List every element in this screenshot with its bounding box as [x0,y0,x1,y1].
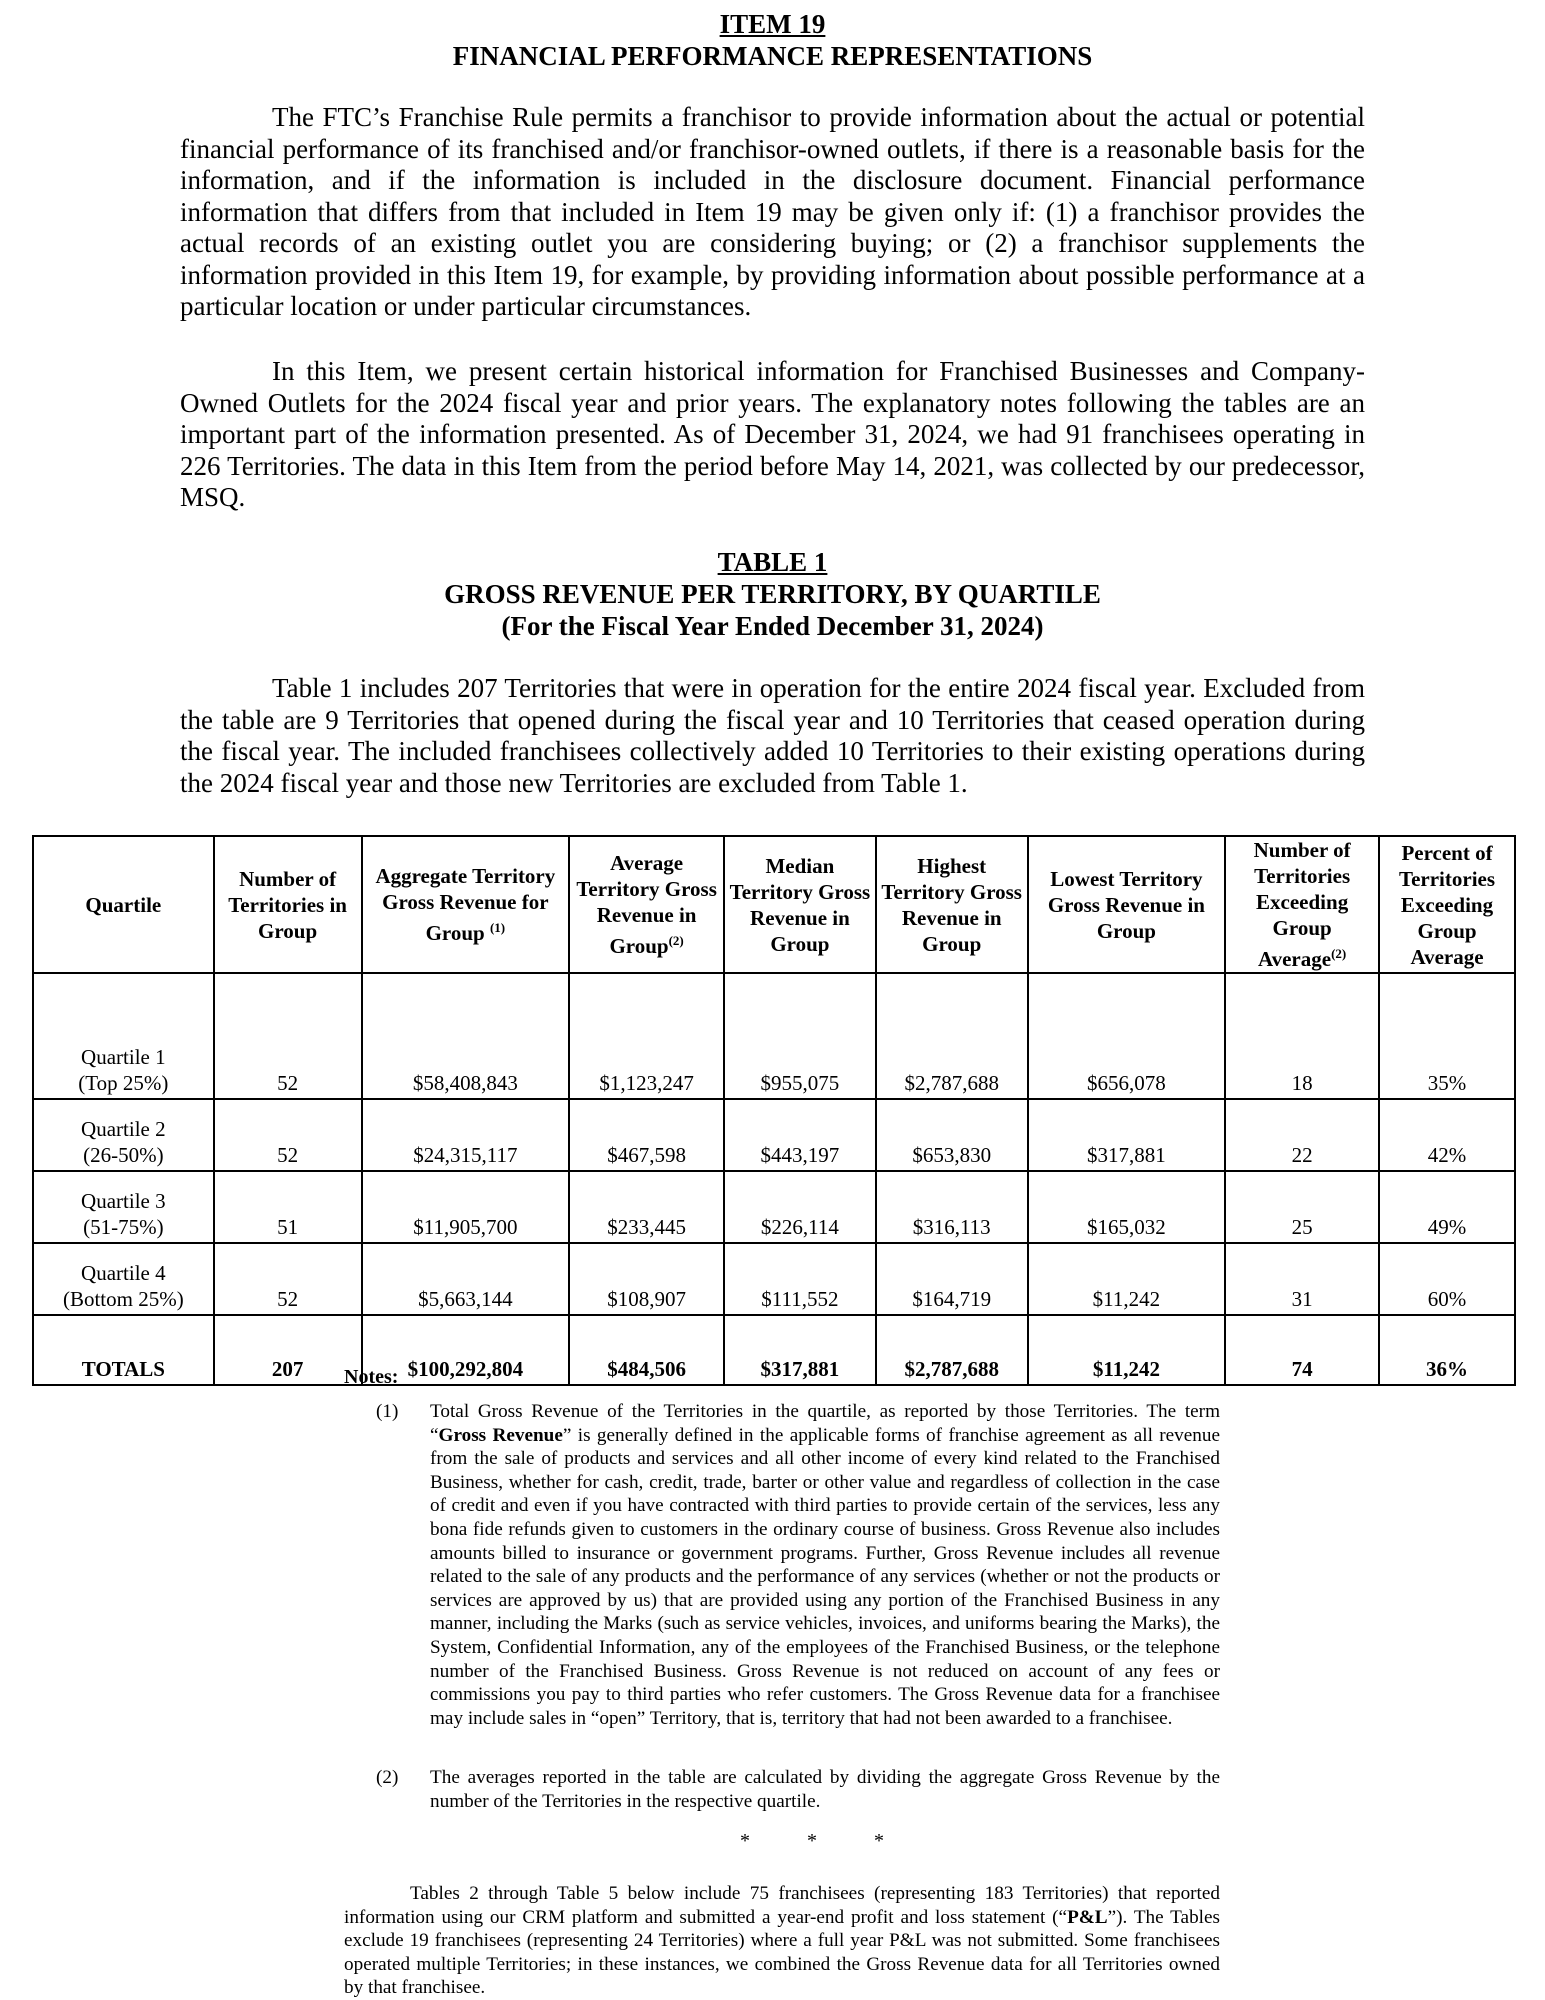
gross-revenue-table [32,835,1516,1386]
lowest-cell: $11,242 [1028,1243,1226,1315]
total-median: $317,881 [724,1315,876,1385]
aggregate-cell: $24,315,117 [362,1099,570,1171]
total-lowest: $11,242 [1028,1315,1226,1385]
percent-cell: 35% [1379,973,1515,1099]
note-1 [376,1400,1220,1730]
header-aggregate: Aggregate Territory Gross Revenue for Group $^{(1)}$ [362,836,570,973]
section-separator: * * * [740,1830,910,1852]
highest-cell: $316,113 [876,1171,1028,1243]
median-cell: $226,114 [724,1171,876,1243]
note-2-number: (2) [376,1767,399,1788]
average-cell: $1,123,247 [569,973,724,1099]
intro-paragraph-1: The FTC’s Franchise Rule permits a franchisor to provide information about the actual or potential financial performance of its franchised and/or franchisor-owned outlets, if there is a reasonable basis for the information, and if the information is included in the disclosure document. Financial performance information that differs from that included in Item 19 may be given only if: (1) a franchisor provides the actual records of an existing outlet you are considering buying; or (2) a franchisor supplements the information provided in this Item 19, for example, by providing information about possible performance at a particular location or under particular circumstances. [180,102,1365,321]
table-row [33,1171,1515,1243]
header-number: Number of Territories in Group [214,836,362,973]
aggregate-cell: $11,905,700 [362,1171,570,1243]
quartile-cell: Quartile 2 (26-50%) [33,1099,214,1171]
number-cell: 52 [214,1099,362,1171]
total-highest: $2,787,688 [876,1315,1028,1385]
table-header-row [33,836,1515,973]
note-2-text: The averages reported in the table are calculated by dividing the aggregate Gross Revenue by the number of the Territories in the respective quartile. [430,1767,1220,1812]
lowest-cell: $656,078 [1028,973,1226,1099]
highest-cell: $2,787,688 [876,973,1028,1099]
percent-cell: 60% [1379,1243,1515,1315]
table-row [33,1243,1515,1315]
lowest-cell: $165,032 [1028,1171,1226,1243]
table1-title: GROSS REVENUE PER TERRITORY, BY QUARTILE [444,579,1101,609]
total-average: $484,506 [569,1315,724,1385]
note-1-text: Total Gross Revenue of the Territories in the quartile, as reported by those Territories. The term “Gross Revenue” is generally defined in the applicable forms of franchise agreement as all revenue from the sale of products and services and all other income of every kind related to the Franchised Business, whether for cash, credit, trade, barter or other value and regardless of collection in the case of credit and even if you have contracted with third parties to provide certain of the services, less any bona fide refunds given to customers in the ordinary course of business. Gross Revenue also includes amounts billed to insurance or government programs. Further, Gross Revenue includes all revenue related to the sale of any products and the performance of any services (whether or not the products or services are approved by us) that are provided using any portion of the Franchised Business in any manner, including the Marks (such as service vehicles, invoices, and uniforms bearing the Marks), the System, Confidential Information, any of the employees of the Franchised Business, or the telephone number of the Franchised Business. Gross Revenue is not reduced on account of any fees or commissions you pay to third parties who refer customers. The Gross Revenue data for a franchisee may include sales in “open” Territory, that is, territory that had not been awarded to a franchisee. [430,1401,1220,1729]
exceeding-cell: 25 [1225,1171,1379,1243]
average-cell: $233,445 [569,1171,724,1243]
table1-label: TABLE 1 [717,547,828,577]
average-cell: $108,907 [569,1243,724,1315]
median-cell: $443,197 [724,1099,876,1171]
table1-subtitle: (For the Fiscal Year Ended December 31, 2024) [501,611,1044,641]
table-row [33,973,1515,1099]
header-exceeding: Number of Territories Exceeding Group Average$^{(2)}$ [1225,836,1379,973]
lowest-cell: $317,881 [1028,1099,1226,1171]
exceeding-cell: 31 [1225,1243,1379,1315]
totals-label: TOTALS [33,1315,214,1385]
note-1-number: (1) [376,1401,399,1422]
number-cell: 52 [214,1243,362,1315]
header-average: Average Territory Gross Revenue in Group$^{(2)}$ [569,836,724,973]
exceeding-cell: 18 [1225,973,1379,1099]
table-row [33,1099,1515,1171]
closing-paragraph: Tables 2 through Table 5 below include 75 franchisees (representing 183 Territories) that reported information using our CRM platform and submitted a year-end profit and loss statement (“P&L”). The Tables exclude 19 franchisees (representing 24 Territories) where a full year P&L was not submitted. Some franchisees operated multiple Territories; in these instances, we combined the Gross Revenue data for all Territories owned by that franchisee. [344,1883,1220,1999]
number-cell: 52 [214,973,362,1099]
note-2 [376,1766,1220,1813]
header-lowest: Lowest Territory Gross Revenue in Group [1028,836,1226,973]
table1-description: Table 1 includes 207 Territories that were in operation for the entire 2024 fiscal year. Excluded from the table are 9 Territories that opened during the fiscal year and 10 Territories that ceased operation during the fiscal year. The included franchisees collectively added 10 Territories to their existing operations during the 2024 fiscal year and those new Territories are excluded from Table 1. [180,673,1365,798]
quartile-cell: Quartile 1 (Top 25%) [33,973,214,1099]
median-cell: $955,075 [724,973,876,1099]
quartile-cell: Quartile 3 (51-75%) [33,1171,214,1243]
notes-heading: Notes: [344,1366,399,1388]
number-cell: 51 [214,1171,362,1243]
header-highest: Highest Territory Gross Revenue in Group [876,836,1028,973]
header-percent: Percent of Territories Exceeding Group Average [1379,836,1515,973]
total-number: 207 [214,1315,362,1385]
item-heading: ITEM 19 [719,9,826,39]
header-quartile: Quartile [33,836,214,973]
total-aggregate: $100,292,804 [362,1315,570,1385]
percent-cell: 42% [1379,1099,1515,1171]
totals-row [33,1315,1515,1385]
median-cell: $111,552 [724,1243,876,1315]
total-percent: 36% [1379,1315,1515,1385]
header-median: Median Territory Gross Revenue in Group [724,836,876,973]
highest-cell: $653,830 [876,1099,1028,1171]
highest-cell: $164,719 [876,1243,1028,1315]
exceeding-cell: 22 [1225,1099,1379,1171]
intro-paragraph-2: In this Item, we present certain historical information for Franchised Businesses and Company-Owned Outlets for the 2024 fiscal year and prior years. The explanatory notes following the tables are an important part of the information presented. As of December 31, 2024, we had 91 franchisees operating in 226 Territories. The data in this Item from the period before May 14, 2021, was collected by our predecessor, MSQ. [180,356,1365,512]
quartile-cell: Quartile 4 (Bottom 25%) [33,1243,214,1315]
average-cell: $467,598 [569,1099,724,1171]
aggregate-cell: $58,408,843 [362,973,570,1099]
total-exceeding: 74 [1225,1315,1379,1385]
section-title: FINANCIAL PERFORMANCE REPRESENTATIONS [452,41,1093,71]
percent-cell: 49% [1379,1171,1515,1243]
aggregate-cell: $5,663,144 [362,1243,570,1315]
